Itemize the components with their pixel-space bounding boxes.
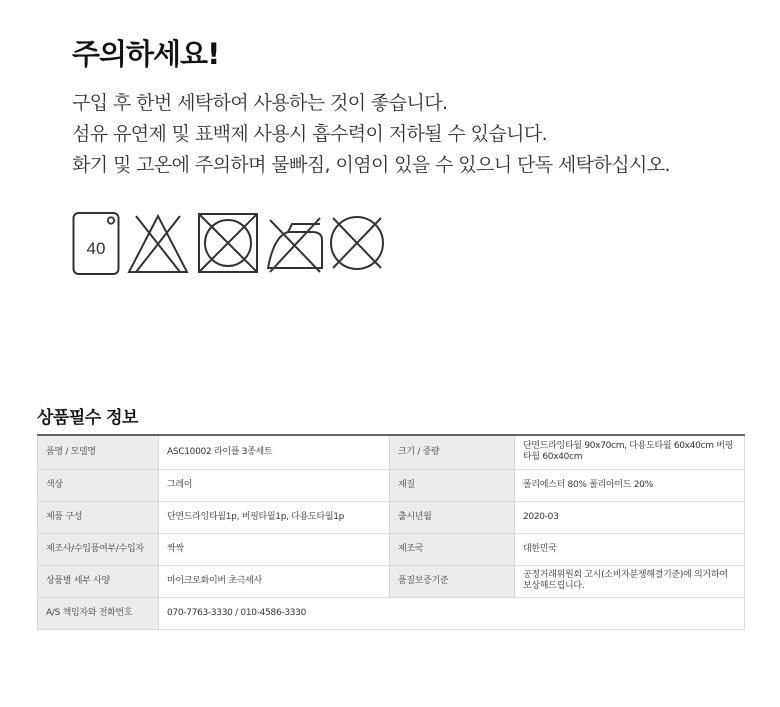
- row-value: 대한민국: [515, 533, 745, 565]
- row-value: 그레이: [159, 469, 390, 501]
- caution-line-2: 섬유 유연제 및 표백제 사용시 흡수력이 저하될 수 있습니다.: [72, 123, 548, 145]
- row-label: 품명 / 모델명: [38, 435, 159, 469]
- no-tumble-dry-icon: [196, 210, 260, 276]
- row-value: 마이크로화이버 초극세사: [159, 565, 390, 597]
- row-label: 재질: [390, 469, 515, 501]
- row-label: 색상: [38, 469, 159, 501]
- row-value: 단면드라잉타월 90x70cm, 다용도타월 60x40cm 버핑타월 60x40cm: [515, 435, 745, 469]
- row-label: 크기 / 중량: [390, 435, 515, 469]
- row-label: 품질보증기준: [390, 565, 515, 597]
- row-value: 단면드라잉타월1p, 버핑타월1p, 다용도타월1p: [159, 501, 390, 533]
- row-value: 070-7763-3330 / 010-4586-3330: [159, 597, 745, 629]
- row-label: 상품별 세부 사양: [38, 565, 159, 597]
- row-value: 공정거래위원회 고시(소비자분쟁해결기준)에 의거하여 보상해드립니다.: [515, 565, 745, 597]
- caution-title: 주의하세요!: [72, 37, 220, 71]
- row-value: ASC10002 라이플 3종세트: [159, 435, 390, 469]
- row-value: 싹싹: [159, 533, 390, 565]
- row-label: 제조국: [390, 533, 515, 565]
- product-info-title: 상품필수 정보: [37, 408, 138, 428]
- row-label: 제조사/수입품여부/수입자: [38, 533, 159, 565]
- table-row: [38, 597, 745, 629]
- row-label: 출시년월: [390, 501, 515, 533]
- caution-line-1: 구입 후 한번 세탁하여 사용하는 것이 좋습니다.: [72, 92, 448, 114]
- row-value: 2020-03: [515, 501, 745, 533]
- table-row: [38, 533, 745, 565]
- product-info-table: [37, 434, 745, 630]
- table-row: [38, 565, 745, 597]
- caution-line-3: 화기 및 고온에 주의하며 물빠짐, 이염이 있을 수 있으니 단독 세탁하십시오.: [72, 154, 670, 176]
- row-label: 제품 구성: [38, 501, 159, 533]
- no-iron-icon: [262, 210, 328, 276]
- no-dry-clean-icon: [327, 210, 387, 276]
- table-row: [38, 435, 745, 469]
- table-row: [38, 469, 745, 501]
- wash-temperature: 40: [86, 239, 106, 258]
- table-row: [38, 501, 745, 533]
- caution-text: [72, 88, 772, 181]
- wash-40-icon: [72, 210, 120, 276]
- row-label: A/S 책임자와 전화번호: [38, 597, 159, 629]
- row-value: 폴리에스터 80% 폴리아미드 20%: [515, 469, 745, 501]
- no-bleach-icon: [126, 210, 190, 276]
